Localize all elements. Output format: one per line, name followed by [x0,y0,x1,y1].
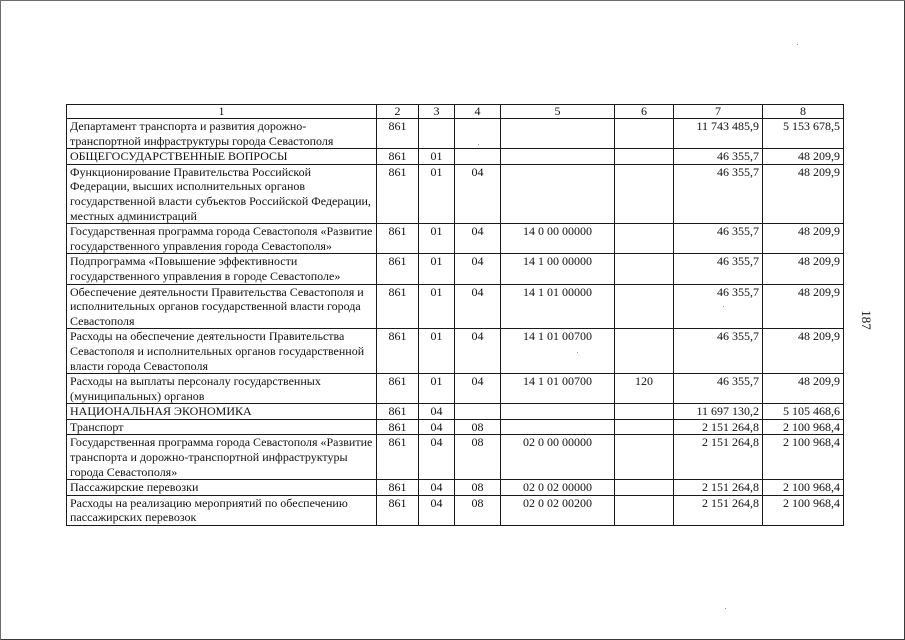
cell-name: Транспорт [67,419,377,435]
table-row [67,254,844,284]
cell-vr [615,284,674,329]
page-number: 187 [858,310,874,330]
cell-pr: 04 [455,374,501,404]
cell-vr [615,495,674,525]
cell-name: Департамент транспорта и развития дорожно-транспортной инфраструктуры города Севастополя [67,119,377,149]
cell-sum2: 2 100 968,4 [763,419,844,435]
table-row [67,480,844,496]
cell-sum2: 5 105 468,6 [763,404,844,420]
cell-vr [615,480,674,496]
cell-pr: 04 [455,284,501,329]
scan-speck [797,44,798,45]
table-row [67,435,844,480]
cell-rz: 04 [419,419,455,435]
cell-name: ОБЩЕГОСУДАРСТВЕННЫЕ ВОПРОСЫ [67,149,377,165]
table-row [67,149,844,165]
table-body [67,105,844,526]
cell-pr: 04 [455,254,501,284]
cell-ved: 861 [377,149,419,165]
cell-name: Пассажирские перевозки [67,480,377,496]
cell-sum1: 46 355,7 [674,224,763,254]
header-cell-name: 1 [67,105,377,119]
cell-pr: 08 [455,495,501,525]
cell-rz: 04 [419,480,455,496]
header-cell-sum2: 8 [763,105,844,119]
cell-sum1: 46 355,7 [674,254,763,284]
cell-rz: 04 [419,495,455,525]
table-row [67,224,844,254]
header-cell-rz: 3 [419,105,455,119]
cell-vr [615,119,674,149]
header-row [67,105,844,119]
cell-vr [615,435,674,480]
cell-pr [455,149,501,165]
cell-sum2: 48 209,9 [763,254,844,284]
cell-sum1: 2 151 264,8 [674,480,763,496]
cell-name: Функционирование Правительства Российской Федерации, высших исполнительных органов государственной власти субъектов Российской Федерации, местных администраций [67,164,377,223]
cell-name: НАЦИОНАЛЬНАЯ ЭКОНОМИКА [67,404,377,420]
cell-vr [615,149,674,165]
cell-csr: 14 0 00 00000 [501,224,615,254]
cell-rz: 04 [419,404,455,420]
cell-vr [615,419,674,435]
cell-csr: 14 1 01 00700 [501,374,615,404]
cell-rz: 01 [419,374,455,404]
cell-csr [501,119,615,149]
cell-sum2: 48 209,9 [763,374,844,404]
header-cell-pr: 4 [455,105,501,119]
cell-csr: 14 1 01 00000 [501,284,615,329]
cell-csr [501,164,615,223]
cell-pr: 08 [455,435,501,480]
cell-sum1: 11 743 485,9 [674,119,763,149]
cell-ved: 861 [377,404,419,420]
header-cell-vr: 6 [615,105,674,119]
scan-speck [723,306,724,307]
cell-rz: 01 [419,149,455,165]
cell-csr: 02 0 02 00200 [501,495,615,525]
table-row [67,329,844,374]
cell-name: Расходы на реализацию мероприятий по обеспечению пассажирских перевозок [67,495,377,525]
cell-csr [501,419,615,435]
cell-rz: 01 [419,329,455,374]
cell-sum2: 2 100 968,4 [763,480,844,496]
cell-rz [419,119,455,149]
cell-sum1: 46 355,7 [674,149,763,165]
cell-sum2: 48 209,9 [763,164,844,223]
cell-ved: 861 [377,119,419,149]
table-row [67,374,844,404]
cell-ved: 861 [377,374,419,404]
cell-sum2: 48 209,9 [763,329,844,374]
cell-pr: 04 [455,329,501,374]
cell-csr [501,149,615,165]
cell-vr [615,224,674,254]
cell-pr [455,404,501,420]
cell-pr: 08 [455,419,501,435]
cell-sum1: 46 355,7 [674,329,763,374]
cell-sum2: 48 209,9 [763,224,844,254]
cell-sum1: 2 151 264,8 [674,419,763,435]
cell-ved: 861 [377,419,419,435]
cell-ved: 861 [377,480,419,496]
cell-sum2: 5 153 678,5 [763,119,844,149]
cell-sum2: 48 209,9 [763,284,844,329]
cell-pr: 04 [455,164,501,223]
cell-csr: 02 0 02 00000 [501,480,615,496]
cell-csr: 14 1 00 00000 [501,254,615,284]
table-row [67,404,844,420]
cell-sum1: 11 697 130,2 [674,404,763,420]
scan-speck [725,608,726,609]
cell-ved: 861 [377,284,419,329]
budget-table [66,104,844,526]
cell-sum1: 46 355,7 [674,374,763,404]
cell-vr [615,329,674,374]
cell-sum2: 48 209,9 [763,149,844,165]
scan-speck [478,144,479,145]
cell-ved: 861 [377,254,419,284]
cell-pr: 04 [455,224,501,254]
cell-csr [501,404,615,420]
cell-ved: 861 [377,495,419,525]
cell-name: Расходы на обеспечение деятельности Правительства Севастополя и исполнительных органов государственной власти города Севастополя [67,329,377,374]
cell-rz: 04 [419,435,455,480]
table-row [67,164,844,223]
cell-sum1: 2 151 264,8 [674,435,763,480]
cell-vr [615,404,674,420]
scan-speck [577,352,578,353]
cell-name: Подпрограмма «Повышение эффективности государственного управления в городе Севастополе» [67,254,377,284]
cell-csr: 02 0 00 00000 [501,435,615,480]
header-cell-ved: 2 [377,105,419,119]
cell-rz: 01 [419,254,455,284]
cell-sum1: 46 355,7 [674,164,763,223]
table-row [67,495,844,525]
cell-rz: 01 [419,284,455,329]
table-row [67,284,844,329]
cell-pr: 08 [455,480,501,496]
cell-sum1: 2 151 264,8 [674,495,763,525]
cell-name: Государственная программа города Севастополя «Развитие транспорта и дорожно-транспортной инфраструктуры города Севастополя» [67,435,377,480]
cell-sum2: 2 100 968,4 [763,435,844,480]
cell-name: Расходы на выплаты персоналу государственных (муниципальных) органов [67,374,377,404]
cell-ved: 861 [377,435,419,480]
cell-vr [615,164,674,223]
cell-sum1: 46 355,7 [674,284,763,329]
cell-ved: 861 [377,329,419,374]
cell-vr [615,254,674,284]
cell-name: Государственная программа города Севастополя «Развитие государственного управления города Севастополя» [67,224,377,254]
table-row [67,419,844,435]
cell-rz: 01 [419,224,455,254]
cell-csr: 14 1 01 00700 [501,329,615,374]
cell-sum2: 2 100 968,4 [763,495,844,525]
table-row [67,119,844,149]
cell-rz: 01 [419,164,455,223]
header-cell-sum1: 7 [674,105,763,119]
cell-name: Обеспечение деятельности Правительства Севастополя и исполнительных органов государственной власти города Севастополя [67,284,377,329]
cell-ved: 861 [377,164,419,223]
cell-ved: 861 [377,224,419,254]
cell-vr: 120 [615,374,674,404]
header-cell-csr: 5 [501,105,615,119]
